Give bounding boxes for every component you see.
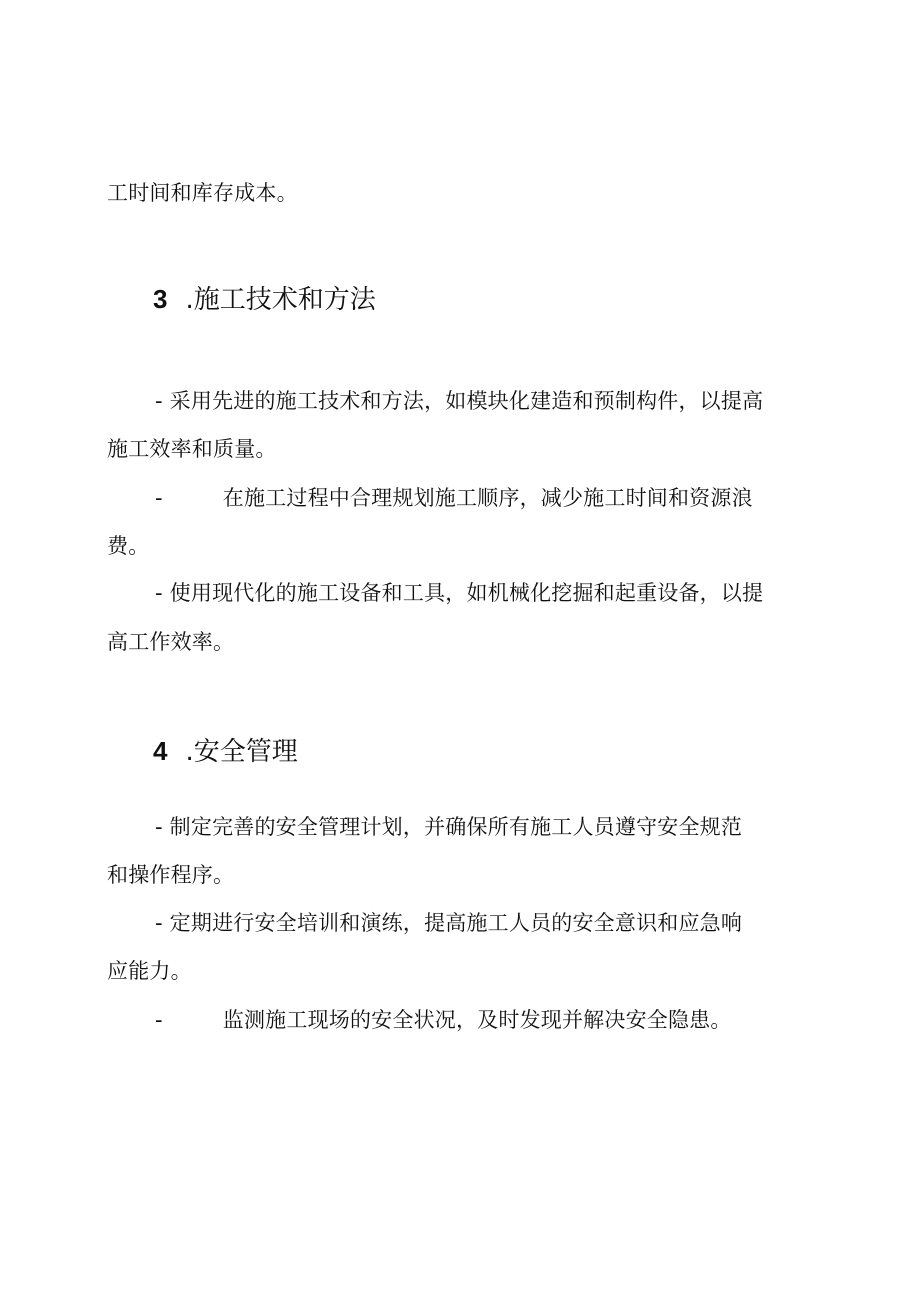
section-title: .安全管理 — [185, 737, 298, 767]
item-text: 采用先进的施工技术和方法，如模块化建造和预制构件，以提高 — [169, 389, 764, 413]
dash-marker: - — [155, 815, 163, 839]
item-continuation: 和操作程序。 — [107, 863, 235, 887]
section-title: .施工技术和方法 — [185, 285, 376, 315]
dash-marker: - — [155, 389, 163, 413]
dash-marker: - — [155, 911, 163, 935]
dash-marker: - — [155, 1008, 163, 1032]
item-continuation: 应能力。 — [107, 959, 192, 983]
section-number: 3 — [153, 284, 168, 314]
list-item — [155, 1007, 732, 1033]
list-item — [155, 580, 763, 606]
continuation-text: 工时间和库存成本。 — [107, 181, 298, 205]
item-text: 定期进行安全培训和演练，提高施工人员的安全意识和应急响 — [169, 911, 743, 935]
section-heading-4 — [153, 735, 298, 768]
item-continuation: 施工效率和质量。 — [107, 437, 277, 461]
dash-marker: - — [155, 486, 163, 510]
item-text: 使用现代化的施工设备和工具，如机械化挖掘和起重设备，以提 — [169, 581, 764, 605]
item-text: 在施工过程中合理规划施工顺序，减少施工时间和资源浪 — [222, 486, 753, 510]
item-text: 监测施工现场的安全状况，及时发现并解决安全隐患。 — [222, 1008, 732, 1032]
list-item — [155, 910, 742, 936]
item-text: 制定完善的安全管理计划，并确保所有施工人员遵守安全规范 — [169, 815, 743, 839]
list-item — [155, 388, 763, 414]
item-continuation: 高工作效率。 — [107, 630, 235, 654]
dash-marker: - — [155, 581, 163, 605]
section-heading-3 — [153, 283, 376, 316]
list-item — [155, 485, 753, 511]
list-item — [155, 814, 742, 840]
item-continuation: 费。 — [107, 534, 150, 558]
section-number: 4 — [153, 736, 168, 766]
